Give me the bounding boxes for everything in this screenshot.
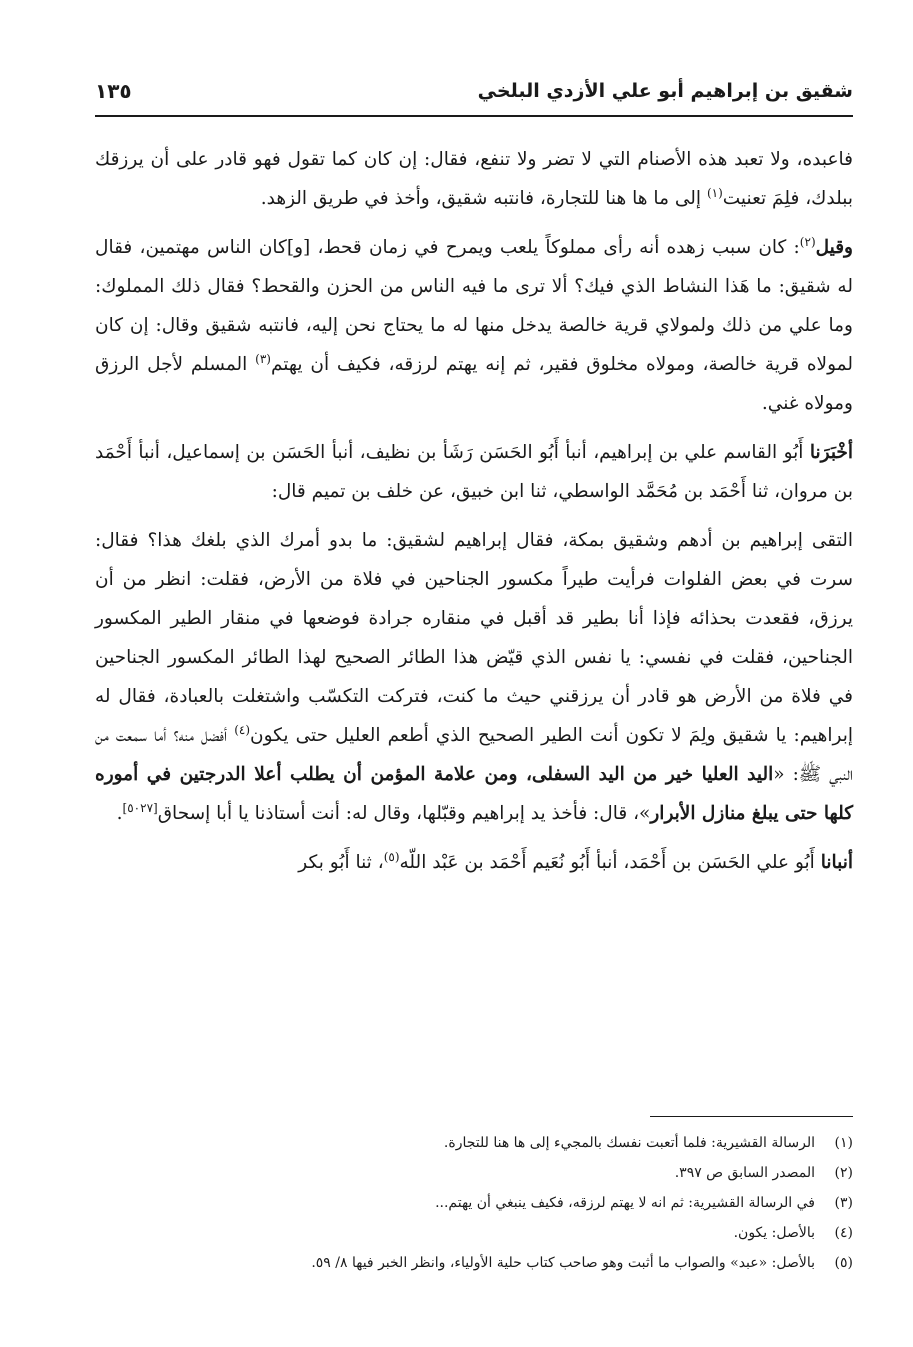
paragraph-5 — [95, 843, 853, 882]
footnote — [95, 1188, 853, 1218]
text-run: »، قال: فأخذ يد إبراهيم وقبّلها، وقال له: أنت أستاذنا يا أبا إسحاق — [157, 803, 651, 824]
text-run: . — [116, 803, 123, 824]
lead-word: أخْبَرَنا — [809, 442, 853, 463]
text-run: التقى إبراهيم بن أدهم وشقيق بمكة، فقال إبراهيم لشقيق: ما بدو أمرك الذي بلغك هذا؟ فقال: سرت في بعض الفلوات فرأيت طيراً مكسور الجناحين في فلاة من الأرض، فقلت: انظر من أن يرزق، فقعدت بحذائه فإذا أنا بطير قد أقبل في منقاره جرادة فوضعها في منقار الطير المكسور الجناحين، فقلت في نفسي: يا نفس الذي قيّض هذا الطائر الصحيح لهذا الطائر المكسور الجناحين في فلاة من الأرض هو قادر أن يرزقني حيث ما كنت، فتركت التكسّب واشتغلت بالعبادة، فقال له إبراهيم: يا شقيق ولِمَ لا تكون أنت الطير الصحيح الذي أطعم العليل حتى يكون — [95, 530, 854, 746]
header-rule — [95, 115, 853, 117]
text-run: أَبُو علي الحَسَن بن أَحْمَد، أنبأ أَبُو نُعَيم أَحْمَد بن عَبْد اللّه — [399, 852, 821, 873]
footnote — [95, 1248, 853, 1278]
footnote-text: بالأصل: يكون. — [733, 1225, 815, 1241]
source-ref: [٥٠٢٧] — [122, 800, 158, 815]
running-title: شقيق بن إبراهيم أبو علي الأزدي البلخي — [477, 80, 853, 102]
paragraph-2 — [95, 228, 853, 423]
footnote-number: (٢) — [834, 1165, 853, 1181]
footnote-text: الرسالة القشيرية: فلما أتعبت نفسك بالمجيء إلى ها هنا للتجارة. — [443, 1135, 815, 1151]
footnote-ref-5: (٥) — [383, 849, 400, 864]
footnotes — [95, 1128, 853, 1278]
text-run: إلى ما ها هنا للتجارة، فانتبه شقيق، وأخذ في طريق الزهد. — [260, 188, 707, 209]
footnote-ref-3: (٣) — [255, 351, 271, 366]
text-run: ، ثنا أَبُو بكر — [298, 852, 384, 873]
footnote-text: المصدر السابق ص ٣٩٧. — [674, 1165, 815, 1181]
footnote — [95, 1128, 853, 1158]
footnote-number: (٣) — [834, 1195, 853, 1211]
paragraph-4 — [95, 521, 853, 833]
footnote-number: (٤) — [834, 1225, 853, 1241]
paragraph-3 — [95, 433, 853, 511]
text-run: أَبُو القاسم علي بن إبراهيم، أنبأ أَبُو الحَسَن رَشَأ بن نظيف، أنبأ الحَسَن بن إسماعيل، أنبأ أَحْمَد بن مروان، ثنا أَحْمَد بن مُحَمَّد الواسطي، ثنا ابن خبيق، عن خلف بن تميم قال: — [95, 442, 853, 502]
page-number: ١٣٥ — [95, 79, 132, 103]
lead-word: أنبانا — [820, 852, 853, 873]
hadith-quote: اليد العليا خير من اليد السفلى، ومن علامة المؤمن أن يطلب أعلا الدرجتين في أموره كلها حتى يبلغ منازل الأبرار — [95, 764, 853, 824]
footnote-number: (١) — [834, 1135, 853, 1151]
text-run: فاعبده، ولا تعبد هذه الأصنام التي لا تضر ولا تنفع، فقال: إن كان كما تقول فهو قادر على أن يرزقك ببلدك، فلِمَ تعنيت — [95, 149, 853, 209]
footnote-text: في الرسالة القشيرية: ثم انه لا يهتم لرزقه، فكيف ينبغي أن يهتم... — [435, 1195, 815, 1211]
paragraph-1 — [95, 140, 853, 218]
footnote-ref-4: (٤) — [234, 722, 251, 737]
footnote — [95, 1218, 853, 1248]
lead-word: وقيل — [815, 237, 853, 258]
footnote-ref-2: (٢) — [799, 234, 816, 249]
text-run: المسلم لأجل الرزق ومولاه غني. — [95, 354, 853, 414]
text-run: : كان سبب زهده أنه رأى مملوكاً يلعب ويمرح في زمان قحط، [و]كان الناس مهتمين، فقال له شقيق: ما هَذا النشاط الذي فيك؟ ألا ترى ما فيه الناس من الحزن والقحط؟ فقال ذلك المملوك: وما علي من ذلك ولمولاي قرية خالصة يدخل منها له ما يحتاج نحن إليه، فانتبه شقيق وقال: إن كان لمولاه قرية خالصة، ومولاه مخلوق فقير، ثم إنه يهتم لرزقه، فكيف أن يهتم — [95, 237, 854, 375]
footnote-ref-1: (١) — [706, 185, 723, 200]
page-header — [95, 76, 853, 112]
footnote-number: (٥) — [834, 1255, 853, 1271]
footnote — [95, 1158, 853, 1188]
footnote-rule — [650, 1116, 853, 1117]
main-text — [95, 140, 853, 892]
text-run: أفضل منه؟ أما سمعت من النبي ﷺ: « — [95, 725, 853, 785]
footnote-text: بالأصل: «عبد» والصواب ما أثبت وهو صاحب كتاب حلية الأولياء، وانظر الخبر فيها ٨/ ٥٩. — [311, 1255, 815, 1271]
